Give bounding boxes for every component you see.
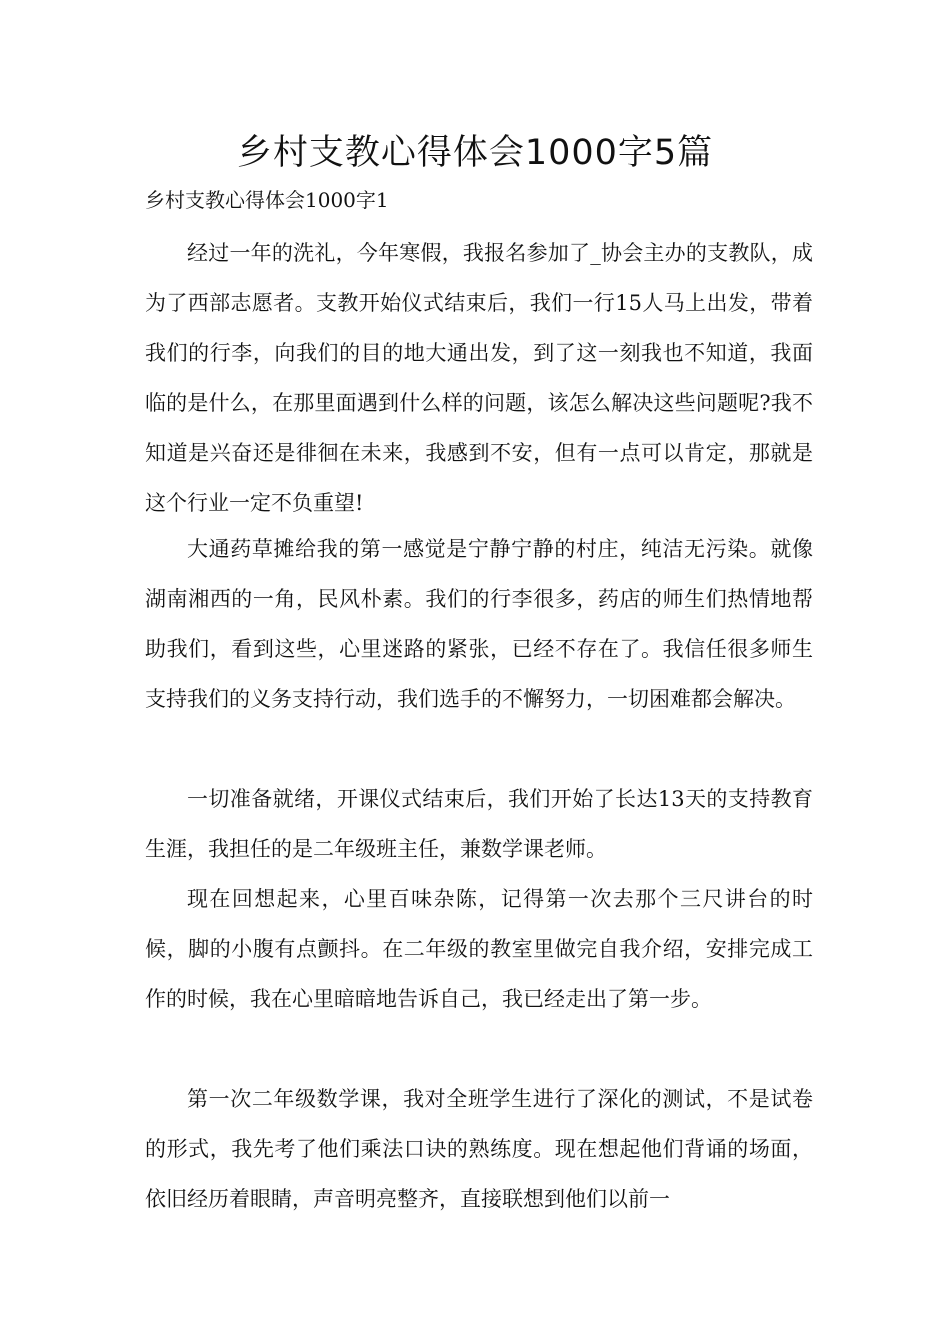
section-heading: 乡村支教心得体会1000字1 <box>145 188 389 212</box>
paragraph-4: 现在回想起来，心里百味杂陈，记得第一次去那个三尺讲台的时候，脚的小腹有点颤抖。在二年级的教室里做完自我介绍，安排完成工作的时候，我在心里暗暗地告诉自己，我已经走出了第一步。 <box>145 887 813 1011</box>
document-title: 乡村支教心得体会1000字5篇 <box>236 133 714 173</box>
paragraph-2: 大通药草摊给我的第一感觉是宁静宁静的村庄，纯洁无污染。就像湖南湘西的一角，民风朴素。我们的行李很多，药店的师生们热情地帮助我们，看到这些，心里迷路的紧张，已经不存在了。我信任很多师生支持我们的义务支持行动，我们选手的不懈努力，一切困难都会解决。 <box>145 537 813 711</box>
paragraph-3: 一切准备就绪，开课仪式结束后，我们开始了长达13天的支持教育生涯，我担任的是二年级班主任，兼数学课老师。 <box>145 787 813 861</box>
paragraph-1: 经过一年的洗礼，今年寒假，我报名参加了_协会主办的支教队，成为了西部志愿者。支教开始仪式结束后，我们一行15人马上出发，带着我们的行李，向我们的目的地大通出发，到了这一刻我也不知道，我面临的是什么，在那里面遇到什么样的问题，该怎么解决这些问题呢?我不知道是兴奋还是徘徊在未来，我感到不安，但有一点可以肯定，那就是这个行业一定不负重望! <box>145 241 813 515</box>
paragraph-5: 第一次二年级数学课，我对全班学生进行了深化的测试，不是试卷的形式，我先考了他们乘法口诀的熟练度。现在想起他们背诵的场面，依旧经历着眼睛，声音明亮整齐，直接联想到他们以前一 <box>145 1087 813 1211</box>
